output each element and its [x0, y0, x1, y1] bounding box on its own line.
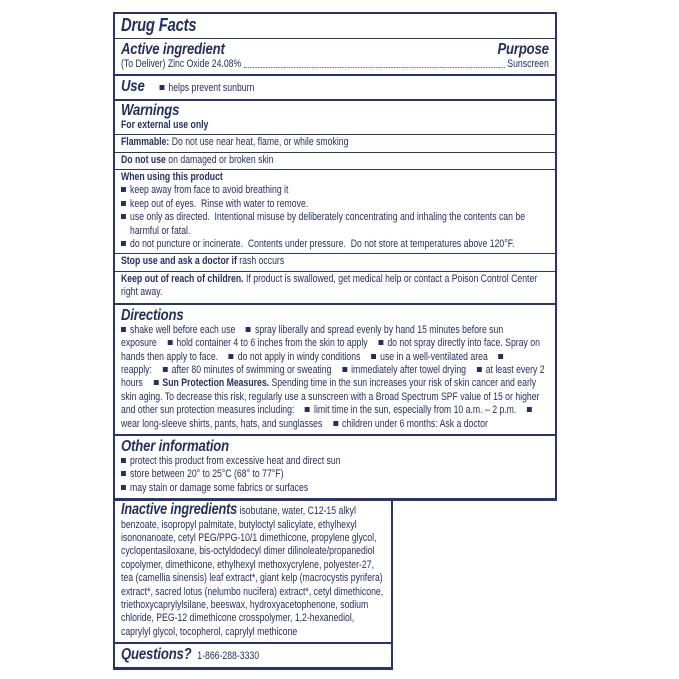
stop-use-text: rash occurs: [236, 255, 285, 268]
section-active-ingredient: [115, 39, 555, 76]
bullet-icon: [121, 471, 126, 476]
bullet-icon: [229, 354, 234, 359]
bullet-icon: [159, 85, 164, 90]
section-directions: [115, 305, 555, 436]
keep-out-label: Keep out of reach of children.: [121, 272, 244, 285]
use-item: helps prevent sunburn: [159, 82, 254, 95]
stop-use-row: [115, 254, 555, 271]
keep-out-text: If product is swallowed, get medical help or contact a Poison Control Center right away.: [121, 272, 540, 299]
bullet-icon: [121, 327, 126, 332]
section-warnings: [115, 101, 555, 305]
bullet-icon: [121, 214, 126, 219]
drug-facts-upper-panel: [113, 12, 557, 501]
external-use-text: For external use only: [121, 118, 209, 131]
section-title: [115, 14, 555, 39]
when-using-row: [115, 170, 555, 254]
drug-facts-title: Drug Facts: [121, 15, 197, 35]
bullet-icon: [153, 380, 158, 385]
directions-heading: Directions: [121, 306, 184, 324]
flammable-label: Flammable:: [121, 136, 170, 149]
other-info-item: store between 20° to 25°C (68° to 77°F): [121, 468, 549, 481]
bullet-icon: [246, 327, 251, 332]
bullet-icon: [121, 485, 126, 490]
warnings-heading: Warnings: [121, 101, 180, 119]
bullet-icon: [378, 340, 383, 345]
warnings-header-row: [115, 101, 555, 135]
flammable-text: Do not use near heat, flame, or while smoking: [169, 136, 349, 149]
inactive-ingredients-heading: Inactive ingredients: [121, 501, 238, 519]
active-ingredient-value: (To Deliver) Zinc Oxide 24.08%: [121, 58, 242, 70]
section-use: [115, 76, 555, 100]
section-inactive-ingredients: [115, 501, 391, 644]
when-using-heading: When using this product: [121, 171, 223, 184]
warning-bullet-item: use only as directed. Intentional misuse by deliberately concentrating and inhaling the contents can be harmful or fatal.: [121, 211, 549, 238]
purpose-heading: Purpose: [497, 41, 549, 58]
drug-facts-lower-panel: [113, 501, 393, 669]
bullet-icon: [342, 367, 347, 372]
section-other-information: [115, 436, 555, 498]
do-not-use-text: on damaged or broken skin: [165, 153, 274, 166]
drug-facts-label: [113, 12, 557, 670]
other-info-item: may stain or damage some fabrics or surfaces: [121, 482, 549, 495]
purpose-value: Sunscreen: [507, 58, 549, 70]
stop-use-label: Stop use and ask a doctor if: [121, 255, 237, 268]
bullet-icon: [121, 241, 126, 246]
questions-heading: Questions?: [121, 646, 192, 664]
bullet-icon: [498, 354, 503, 359]
bullet-icon: [305, 407, 310, 412]
warning-bullet-item: keep out of eyes. Rinse with water to remove.: [121, 198, 549, 211]
section-questions: [115, 644, 391, 666]
other-info-item: protect this product from excessive heat and direct sun: [121, 455, 549, 468]
warning-bullet-item: keep away from face to avoid breathing it: [121, 184, 549, 197]
keep-out-row: [115, 272, 555, 303]
inactive-ingredients-text: isobutane, water, C12-15 alkyl benzoate, isopropyl palmitate, butyloctyl salicylate, ethylhexyl isononanoate, cetyl PEG/PPG-10/1 dimethicone, propylene glycol, cyclopentasiloxane, bis-octyldodecyl dimer dilinoleate/propanediol copolymer, dimethicone, ethylhexyl methoxycrylene, polyester-27, tea (camellia sinensis) leaf extract*, giant kelp (macrocystis pyrifera) extract*, sacred lotus (nelumbo nucifera) extract*, cetyl dimethicone, triethoxycaprylylsilane, beeswax, hydroxyacetophenone, sodium chloride, PEG-12 dimethicone crosspolymer, 1,2-hexanediol, caprylyl glycol, tocopherol, caprylyl methicone: [121, 505, 386, 638]
bullet-icon: [477, 367, 482, 372]
directions-text: shake well before each use spray liberally and spread evenly by hand 15 minutes before sun exposure hold container 4 to 6 inches from the skin to apply do not spray directly into face. Spray on hands then apply to face. do not apply in windy conditions use in a well-ventilated areareapply: after 80 minutes of swimming or sweating immediately after towel drying at least every 2 hours Sun Protection Measures. Spending time in the sun increases your risk of skin cancer and early skin aging. To decrease this risk, regularly use a sunscreen with a Broad Spectrum SPF value of 15 or higher and other sun protection measures including: limit time in the sun, especially from 10 a.m. – 2 p.m.wear long-sleeve shirts, pants, hats, and sunglasses children under 6 months: Ask a doctor: [121, 323, 548, 430]
active-ingredient-heading: Active ingredient: [121, 41, 225, 58]
bullet-icon: [121, 458, 126, 463]
use-heading: Use: [121, 78, 145, 96]
bullet-icon: [167, 340, 172, 345]
warning-bullet-item: do not puncture or incinerate. Contents under pressure. Do not store at temperatures above 120°F.: [121, 238, 549, 251]
questions-phone-number: 1-866-288-3330: [197, 650, 260, 663]
flammable-row: [115, 135, 555, 152]
bullet-icon: [121, 201, 126, 206]
other-information-heading: Other information: [121, 437, 230, 455]
bullet-icon: [527, 407, 532, 412]
do-not-use-label: Do not use: [121, 153, 166, 166]
bullet-icon: [333, 421, 338, 426]
bullet-icon: [121, 187, 126, 192]
bullet-icon: [163, 367, 168, 372]
bullet-icon: [371, 354, 376, 359]
do-not-use-row: [115, 153, 555, 170]
dotted-leader: [244, 67, 505, 68]
